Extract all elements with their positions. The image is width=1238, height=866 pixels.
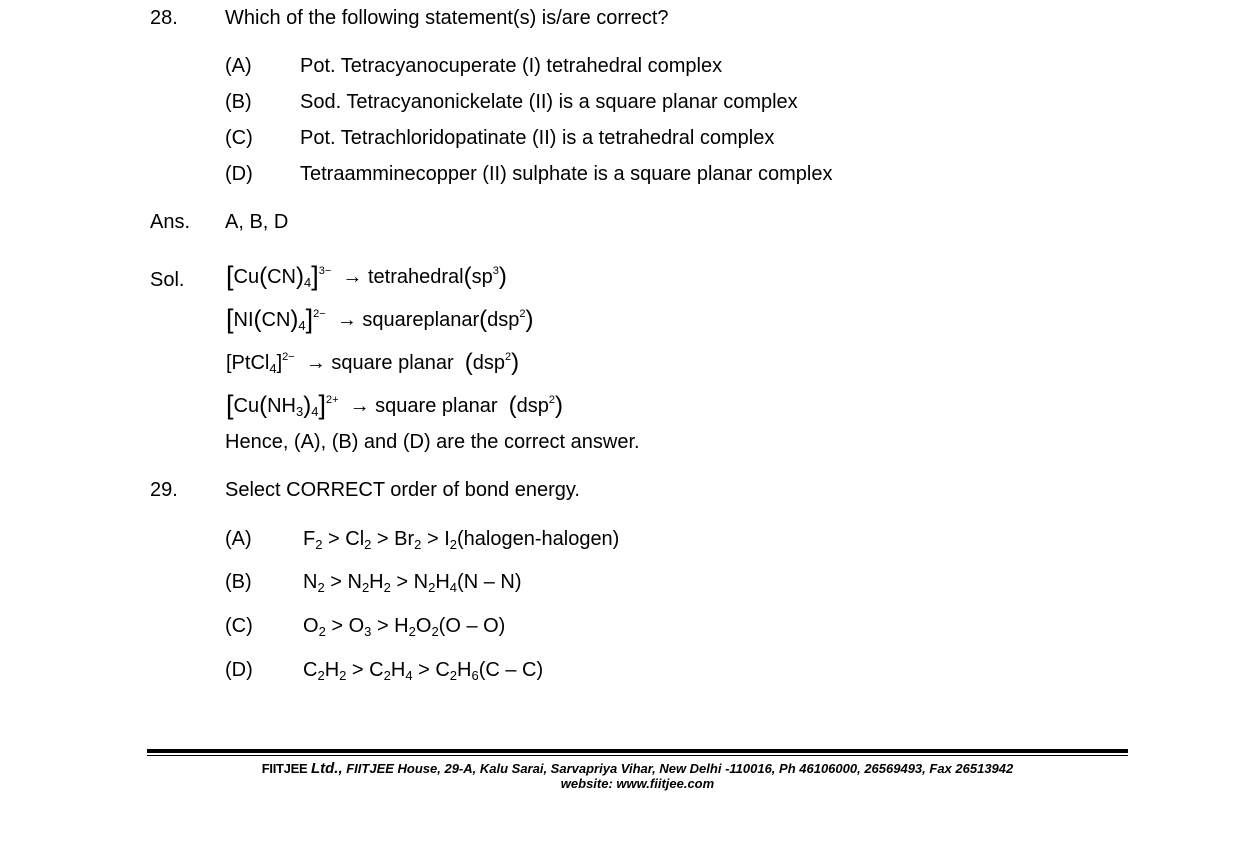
option-label: (B) — [225, 91, 252, 113]
question-number: 29. — [150, 479, 178, 501]
footer-address-line — [147, 760, 1128, 777]
footer-address: FIITJEE House, 29-A, Kalu Sarai, Sarvapriya Vihar, New Delhi -110016, Ph 46106000, 26569493, Fax 26513942 — [346, 761, 1014, 776]
solution-label: Sol. — [150, 269, 185, 291]
option-label: (A) — [225, 55, 252, 77]
question-text: Which of the following statement(s) is/are correct? — [225, 7, 669, 29]
option-label: (C) — [225, 127, 253, 149]
footer-rule — [147, 749, 1128, 753]
option-formula: $O_2 > O_3 > H_2O_2(O - O)$ — [303, 615, 506, 639]
option-formula: $N_2 > N_2H_2 > N_2H_4(N - N)$ — [303, 571, 522, 595]
answer-label: Ans. — [150, 211, 191, 233]
footer-brand: FIITJEE — [261, 761, 308, 776]
answer-text: A, B, D — [225, 211, 289, 233]
option-formula: $F_2 > Cl_2 > Br_2$ > $I_2(halogen-halogen)$ — [303, 528, 620, 552]
option-label: (B) — [225, 571, 252, 593]
option-label: (D) — [225, 659, 253, 681]
solution-line-2: $[NI(CN)_4]^{2-}$ → squareplanar(dsp$^2$) — [226, 304, 534, 334]
option-text: Pot. Tetracyanocuperate (I) tetrahedral complex — [300, 55, 723, 77]
solution-line-1: $[Cu(CN)_4]^{3-}$ → $tetrahedral(sp^3)$ — [226, 261, 507, 291]
option-text: Pot. Tetrachloridopatinate (II) is a tetrahedral complex — [300, 127, 775, 149]
option-label: (D) — [225, 163, 253, 185]
question-text: Select CORRECT order of bond energy. — [225, 479, 580, 501]
option-text: Sod. Tetracyanonickelate (II) is a square planar complex — [300, 91, 798, 113]
question-number: 28. — [150, 7, 178, 29]
solution-line-3: [PtCl$_4$]$^{2-}$ → square planar (dsp$^2$) — [226, 349, 520, 376]
option-formula: $C_2H_2 > C_2H_4 > C_2H_6(C - C)$ — [303, 659, 544, 683]
solution-line-4: $[Cu(NH_3)_4]^{2+}$ → square planar (dsp$^2$) — [226, 390, 563, 420]
footer-website[interactable]: website: www.fiitjee.com — [560, 776, 715, 791]
footer-rule-thin — [147, 755, 1128, 756]
footer-ltd: Ltd., — [310, 760, 343, 777]
solution-conclusion: Hence, (A), (B) and (D) are the correct answer. — [225, 431, 640, 453]
option-text: Tetraamminecopper (II) sulphate is a square planar complex — [300, 163, 833, 185]
option-label: (C) — [225, 615, 253, 637]
option-label: (A) — [225, 528, 252, 550]
